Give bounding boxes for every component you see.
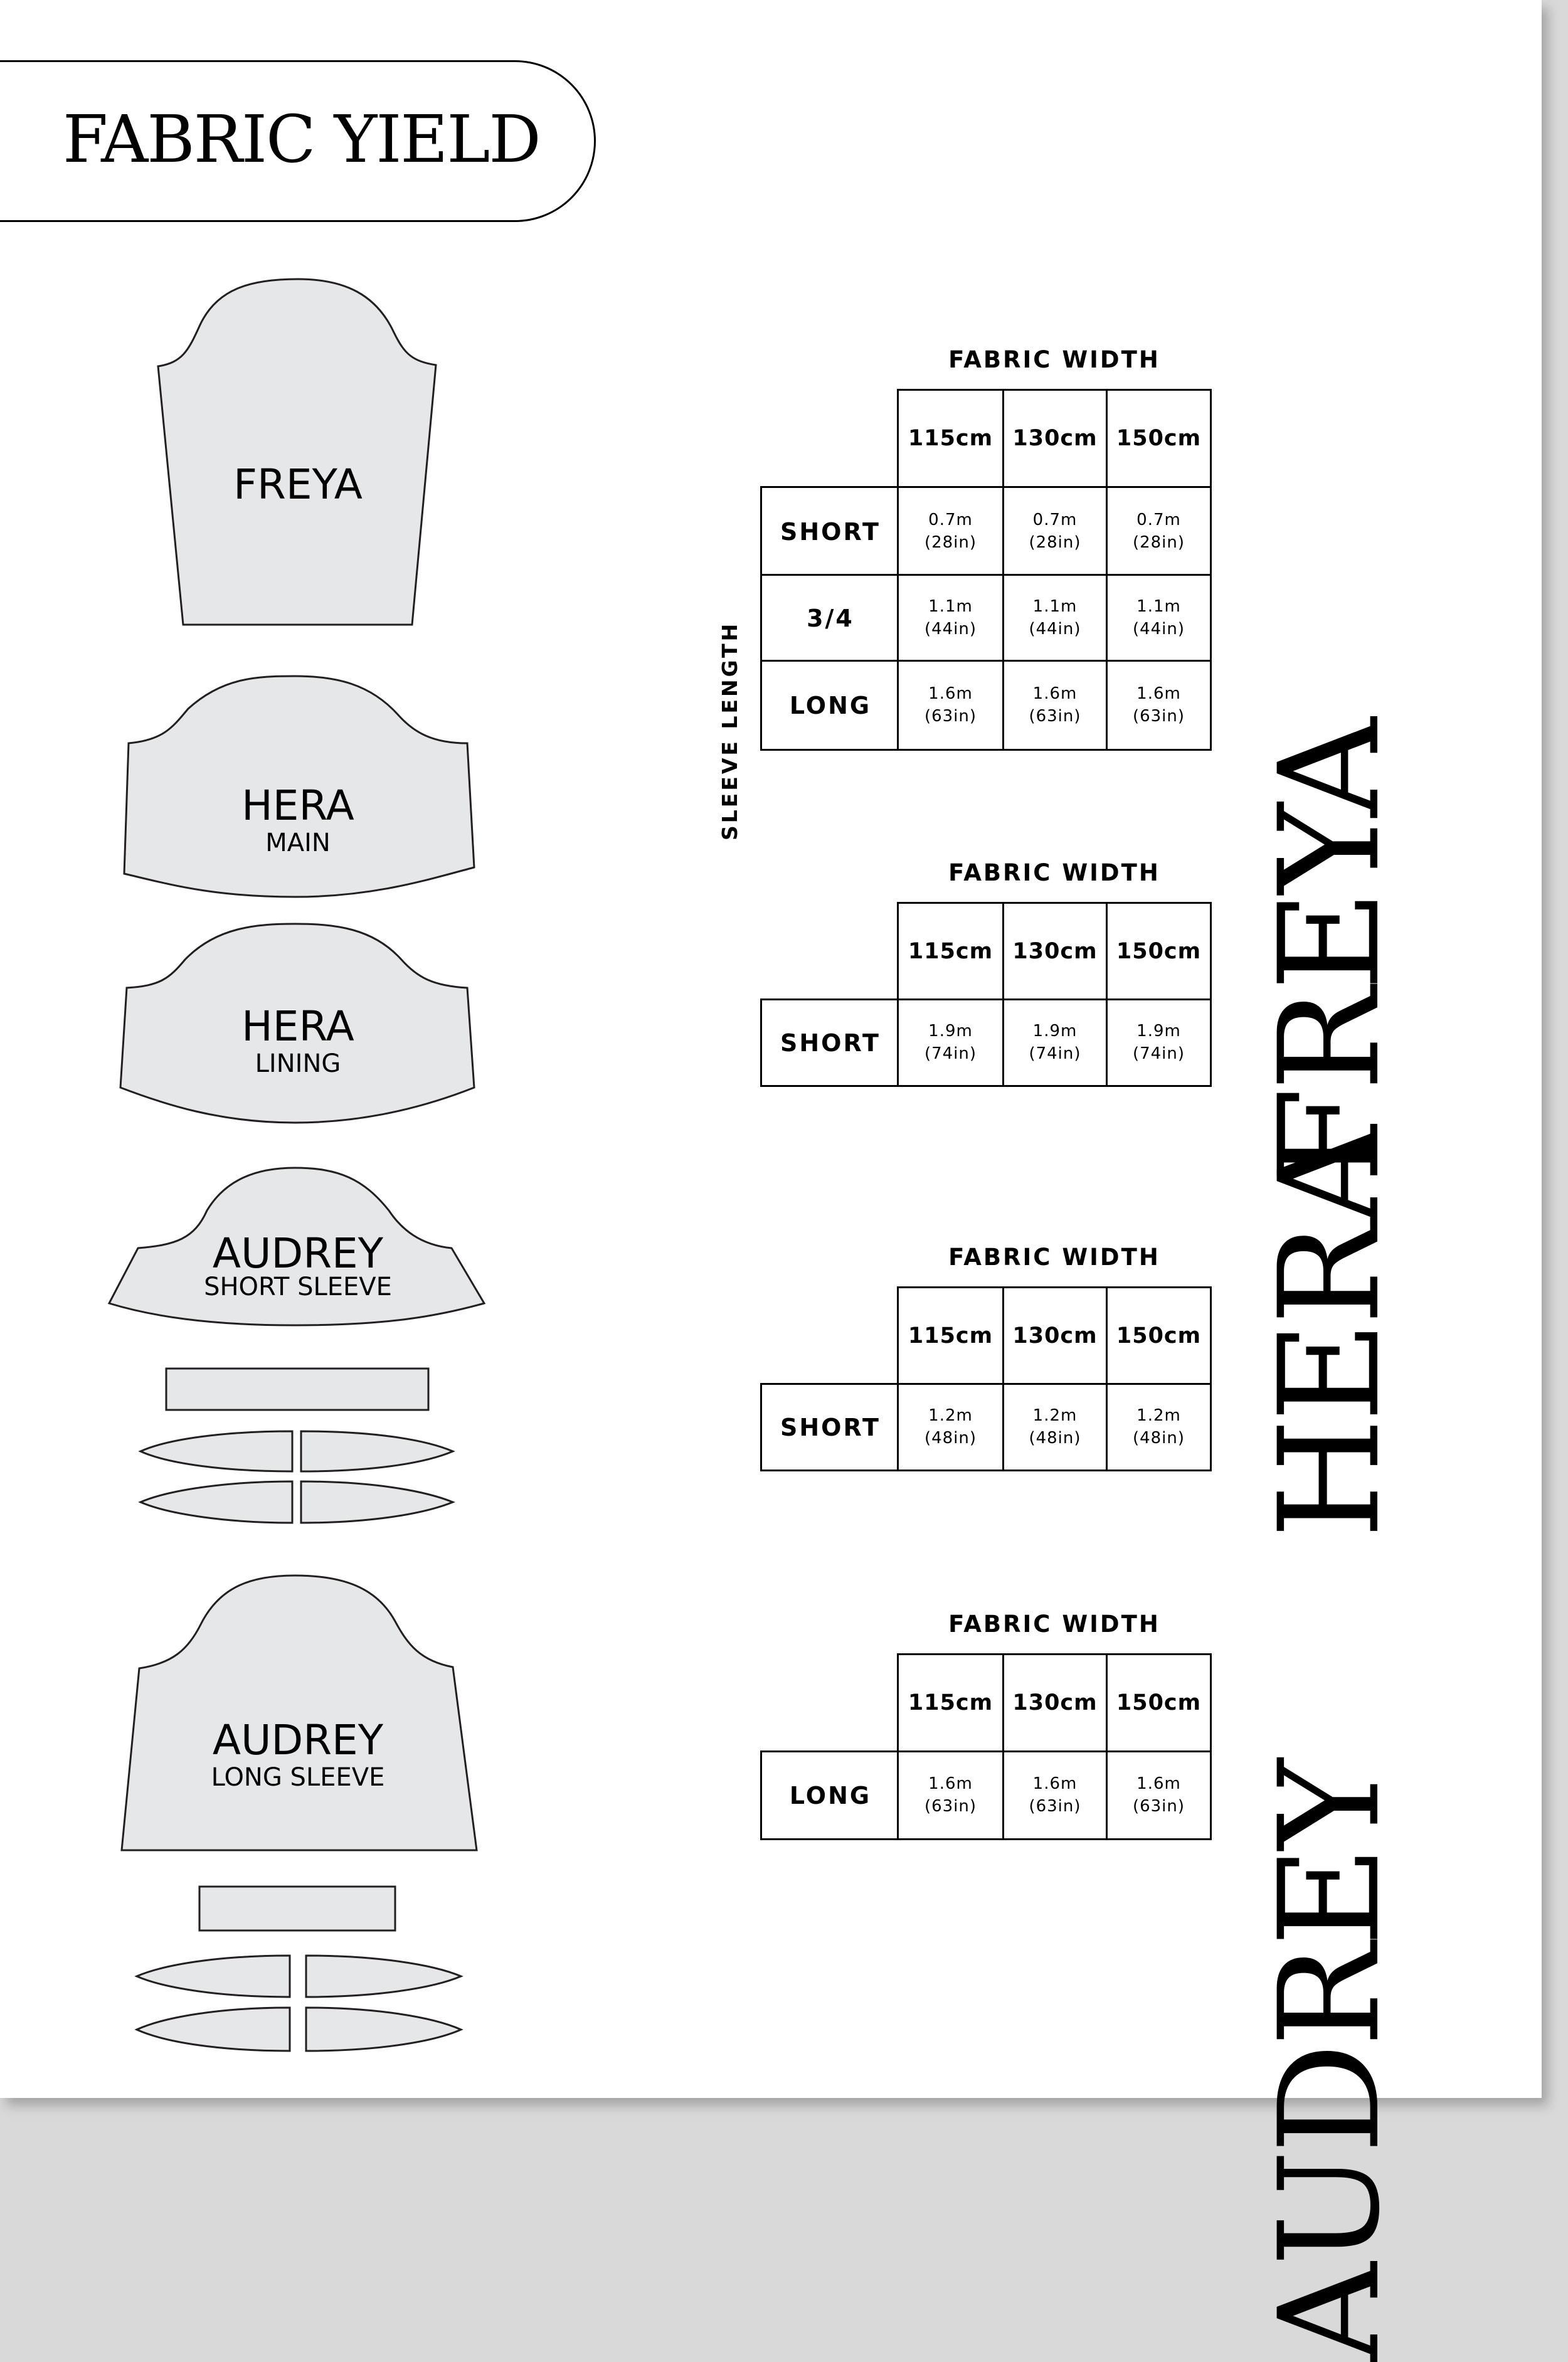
row-header: LONG [760,660,901,751]
row-header: SHORT [760,998,901,1087]
column-header: 150cm [1106,902,1212,1000]
yield-value-cell [1002,574,1108,662]
yield-value-line: (74in) [1132,1044,1185,1063]
column-header: 150cm [1106,1653,1212,1752]
yield-value-line: 1.6m [1032,684,1078,704]
audrey-short-cuff-band [166,1369,428,1410]
fabric-width-label: FABRIC WIDTH [948,1244,1160,1271]
audrey-long-label [169,1716,426,1792]
yield-value-cell [1002,998,1108,1087]
hera-main-name: HERA [241,781,354,830]
yield-value-line: 1.9m [1136,1022,1181,1041]
yield-value-line: 1.2m [1032,1406,1078,1426]
column-header: 130cm [1002,389,1108,488]
audrey-long-ellipse-4 [306,2008,461,2051]
page-title: FABRIC YIELD [63,101,540,177]
audrey-long-sleeve-piece [122,1576,477,1850]
hera-lining-sub: LINING [255,1049,341,1078]
yield-value-cell [1002,486,1108,577]
hera-main-label [188,781,408,857]
audrey-long-ellipse-2 [306,1956,461,1997]
yield-value-line: (74in) [1029,1044,1081,1063]
column-header: 115cm [897,389,1004,488]
audrey-short-ellipse-4 [301,1481,453,1523]
row-header: SHORT [760,1383,901,1471]
yield-value-cell [897,660,1004,751]
column-header: 115cm [897,1286,1004,1385]
yield-value-cell [1106,574,1212,662]
column-header: 150cm [1106,1286,1212,1385]
yield-value-line: (63in) [1132,1796,1185,1816]
yield-value-line: (44in) [1132,619,1185,638]
yield-value-line: (44in) [924,619,977,638]
column-header: 130cm [1002,1286,1108,1385]
column-header: 130cm [1002,902,1108,1000]
hera-lining-name: HERA [241,1002,354,1051]
hera-main-sub: MAIN [265,829,331,857]
audrey-short-ellipse-3 [140,1481,292,1523]
fabric-width-label: FABRIC WIDTH [948,859,1160,886]
yield-value-line: 1.1m [1032,597,1078,617]
yield-value-cell [897,1383,1004,1471]
audrey-short-ellipse-2 [301,1431,453,1471]
yield-value-cell [897,1750,1004,1840]
fabric-width-label: FABRIC WIDTH [948,1611,1160,1638]
yield-value-cell [1106,660,1212,751]
yield-value-line: (28in) [1132,532,1185,552]
yield-value-line: (63in) [924,1796,977,1816]
yield-value-cell [1106,486,1212,577]
yield-value-line: (44in) [1029,619,1081,638]
yield-value-line: (63in) [1029,706,1081,726]
audrey-short-ellipse-1 [140,1431,292,1471]
audrey-long-sub: LONG SLEEVE [211,1763,385,1792]
sleeve-length-label: SLEEVE LENGTH [718,621,742,840]
yield-value-cell [1002,1383,1108,1471]
yield-value-line: (63in) [1132,706,1185,726]
yield-value-cell [1002,660,1108,751]
yield-value-cell [1002,1750,1108,1840]
yield-value-line: 1.9m [1032,1022,1078,1041]
yield-value-cell [1106,998,1212,1087]
yield-value-line: 1.2m [1136,1406,1181,1426]
column-header: 130cm [1002,1653,1108,1752]
audrey-short-label [176,1229,420,1301]
yield-value-line: (63in) [1029,1796,1081,1816]
yield-value-cell [897,998,1004,1087]
yield-value-line: (63in) [924,706,977,726]
yield-value-line: 1.6m [1032,1774,1078,1794]
row-header: 3/4 [760,574,901,662]
freya-sleeve-piece [158,279,436,625]
hera-lining-label [188,1002,408,1078]
yield-value-line: 1.1m [1136,597,1181,617]
row-header: LONG [760,1750,901,1840]
yield-value-line: (48in) [1029,1428,1081,1448]
audrey-long-ellipse-1 [137,1956,290,1997]
yield-value-line: 0.7m [1136,511,1181,530]
yield-value-cell [1106,1383,1212,1471]
yield-value-line: 1.1m [928,597,973,617]
fabric-width-label: FABRIC WIDTH [948,346,1160,373]
yield-value-line: 1.2m [928,1406,973,1426]
yield-value-cell [897,574,1004,662]
yield-value-cell [897,486,1004,577]
yield-value-line: 1.6m [928,684,973,704]
yield-value-line: (74in) [924,1044,977,1063]
audrey-short-sub: SHORT SLEEVE [204,1273,392,1301]
yield-value-cell [1106,1750,1212,1840]
yield-value-line: (48in) [924,1428,977,1448]
column-header: 115cm [897,1653,1004,1752]
yield-value-line: 1.6m [1136,684,1181,704]
yield-value-line: 1.6m [1136,1774,1181,1794]
side-name-hera: HERA [1249,1129,1410,1538]
yield-value-line: 0.7m [928,511,973,530]
yield-value-line: (48in) [1132,1428,1185,1448]
yield-value-line: (28in) [924,532,977,552]
audrey-short-name: AUDREY [212,1229,384,1278]
side-name-audrey: AUDREY [1249,1762,1410,2362]
yield-value-line: (28in) [1029,532,1081,552]
yield-value-line: 1.6m [928,1774,973,1794]
audrey-long-ellipse-3 [137,2008,290,2051]
column-header: 115cm [897,902,1004,1000]
row-header: SHORT [760,486,901,577]
yield-value-line: 0.7m [1032,511,1078,530]
audrey-long-cuff-band [199,1887,395,1930]
freya-piece-name: FREYA [233,460,363,509]
freya-piece-label [207,460,389,509]
column-header: 150cm [1106,389,1212,488]
yield-value-line: 1.9m [928,1022,973,1041]
side-name-freya: FREYA [1249,721,1410,1183]
audrey-long-name: AUDREY [212,1716,384,1764]
